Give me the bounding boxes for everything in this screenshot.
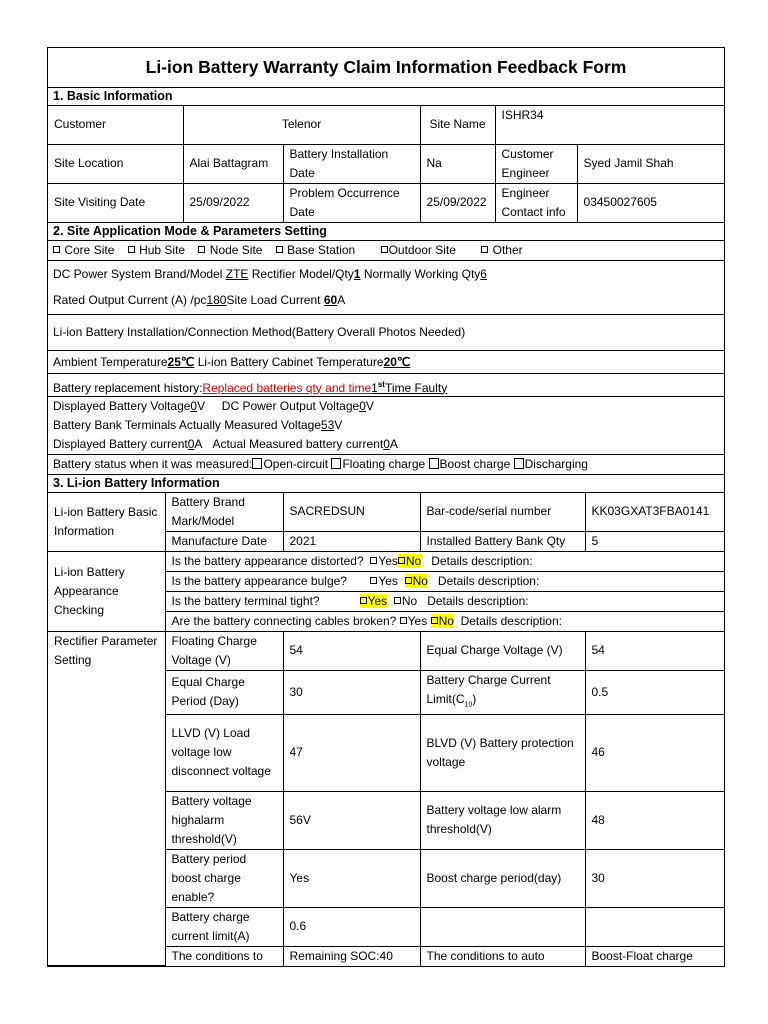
checkbox-icon bbox=[198, 246, 205, 253]
site-type-other[interactable]: Other bbox=[481, 243, 522, 257]
checkbox-icon bbox=[276, 246, 283, 253]
charge-current-limit-value: 0.5 bbox=[585, 670, 724, 714]
check-bulge: Is the battery appearance bulge? Yes No Details description: bbox=[165, 571, 724, 591]
current-limit-value: 0.6 bbox=[283, 907, 420, 946]
bank-qty-label: Installed Battery Bank Qty bbox=[420, 531, 585, 551]
temperature-line: Ambient Temperature25℃ Li-ion Battery Cabinet Temperature20℃ bbox=[48, 351, 724, 374]
displayed-voltage-value: 0 bbox=[190, 398, 198, 413]
basic-information-table bbox=[48, 106, 724, 222]
checkbox-icon bbox=[360, 597, 367, 604]
site-location-value: Alai Battagram bbox=[183, 144, 283, 183]
check-terminal-no[interactable]: No bbox=[394, 594, 417, 608]
engineer-contact-label: Engineer Contact info bbox=[495, 183, 577, 222]
conditions-auto-label: The conditions to auto bbox=[420, 946, 585, 966]
boost-enable-value: Yes bbox=[283, 849, 420, 907]
dc-output-voltage-value: 0 bbox=[359, 398, 366, 413]
checkbox-icon bbox=[398, 557, 405, 564]
site-type-hub[interactable]: Hub Site bbox=[128, 243, 185, 257]
llvd-label: LLVD (V) Load voltage low disconnect voltage bbox=[165, 714, 283, 791]
checkbox-icon bbox=[514, 458, 524, 469]
status-floating-charge[interactable]: Floating charge bbox=[331, 457, 425, 471]
brand-model-label: Battery Brand Mark/Model bbox=[165, 493, 283, 532]
equal-period-value: 30 bbox=[283, 670, 420, 714]
problem-occurrence-date-value: 25/09/2022 bbox=[420, 183, 495, 222]
site-type-node[interactable]: Node Site bbox=[198, 243, 262, 257]
checkbox-icon bbox=[370, 577, 377, 584]
site-type-base-station[interactable]: Base Station bbox=[276, 243, 355, 257]
current-limit-label: Battery charge current limit(A) bbox=[165, 907, 283, 946]
status-discharging[interactable]: Discharging bbox=[514, 457, 588, 471]
low-alarm-value: 48 bbox=[585, 791, 724, 849]
dc-power-line: DC Power System Brand/Model ZTE Rectifier Model/Qty1 Normally Working Qty6 bbox=[53, 266, 487, 281]
customer-engineer-label: Customer Engineer bbox=[495, 144, 577, 183]
check-terminal-tight: Is the battery terminal tight? Yes No Details description: bbox=[165, 591, 724, 611]
liion-information-table bbox=[48, 493, 724, 967]
checkbox-icon bbox=[370, 557, 377, 564]
blvd-label: BLVD (V) Battery protection voltage bbox=[420, 714, 585, 791]
checkbox-icon bbox=[128, 246, 135, 253]
llvd-value: 47 bbox=[283, 714, 420, 791]
manufacture-date-value: 2021 bbox=[283, 531, 420, 551]
basic-info-group-label: Li-ion Battery Basic Information bbox=[48, 493, 165, 552]
checkbox-icon bbox=[331, 458, 341, 469]
section-liion-information: 3. Li-ion Battery Information bbox=[48, 475, 724, 493]
dc-power-system-block bbox=[48, 261, 724, 315]
customer-value: Telenor bbox=[183, 106, 420, 144]
empty-cell bbox=[585, 907, 724, 946]
check-terminal-yes[interactable]: Yes bbox=[360, 594, 388, 608]
section-basic-information: 1. Basic Information bbox=[48, 88, 724, 106]
battery-status-line: Battery status when it was measured: Open-circuit Floating charge Boost charge Discharging bbox=[48, 455, 724, 475]
checkbox-icon bbox=[394, 597, 401, 604]
site-visiting-date-label: Site Visiting Date bbox=[48, 183, 183, 222]
status-open-circuit[interactable]: Open-circuit bbox=[252, 457, 328, 471]
high-alarm-value: 56V bbox=[283, 791, 420, 849]
check-cables-yes[interactable]: Yes bbox=[400, 614, 428, 628]
checkbox-icon bbox=[481, 246, 488, 253]
customer-label: Customer bbox=[48, 106, 183, 144]
rectifier-qty-value: 1 bbox=[353, 266, 361, 281]
check-cables-broken: Are the battery connecting cables broken? Yes No Details description: bbox=[165, 611, 724, 631]
replacement-history-line: Battery replacement history:Replaced batteries qty and time1stTime Faulty bbox=[48, 374, 724, 397]
displayed-current-value: 0 bbox=[187, 436, 195, 451]
site-name-value: ISHR34 bbox=[495, 106, 724, 144]
brand-model-value: SACREDSUN bbox=[283, 493, 420, 532]
checkbox-icon bbox=[429, 458, 439, 469]
rated-current-line: Rated Output Current (A) /pc180Site Load Current 60A bbox=[53, 292, 346, 307]
high-alarm-label: Battery voltage highalarm threshold(V) bbox=[165, 791, 283, 849]
checkbox-icon bbox=[381, 246, 388, 253]
checkbox-icon bbox=[400, 617, 407, 624]
floating-voltage-label: Floating Charge Voltage (V) bbox=[165, 631, 283, 670]
site-location-label: Site Location bbox=[48, 144, 183, 183]
floating-voltage-value: 54 bbox=[283, 631, 420, 670]
check-distorted-no[interactable]: No bbox=[398, 554, 421, 568]
rectifier-group-label: Rectifier Parameter Setting bbox=[48, 631, 165, 966]
dc-brand-value: ZTE bbox=[225, 266, 249, 281]
replacement-history-prompt: Replaced batteries qty and time bbox=[202, 380, 372, 395]
check-distorted-yes[interactable]: Yes bbox=[370, 554, 398, 568]
check-cables-no[interactable]: No bbox=[431, 614, 454, 628]
boost-period-label: Boost charge period(day) bbox=[420, 849, 585, 907]
conditions-value: Remaining SOC:40 bbox=[283, 946, 420, 966]
barcode-label: Bar-code/serial number bbox=[420, 493, 585, 532]
section-site-application: 2. Site Application Mode & Parameters Setting bbox=[48, 222, 724, 241]
rated-current-value: 180 bbox=[206, 292, 227, 307]
battery-installation-date-label: Battery Installation Date bbox=[283, 144, 420, 183]
conditions-label: The conditions to bbox=[165, 946, 283, 966]
barcode-value: KK03GXAT3FBA0141 bbox=[585, 493, 724, 532]
status-boost-charge[interactable]: Boost charge bbox=[429, 457, 511, 471]
site-type-outdoor[interactable]: Outdoor Site bbox=[381, 243, 456, 257]
equal-voltage-value: 54 bbox=[585, 631, 724, 670]
checkbox-icon bbox=[252, 458, 262, 469]
check-distorted: Is the battery appearance distorted? Yes No Details description: bbox=[165, 551, 724, 571]
site-type-core[interactable]: Core Site bbox=[53, 243, 114, 257]
blvd-value: 46 bbox=[585, 714, 724, 791]
equal-voltage-label: Equal Charge Voltage (V) bbox=[420, 631, 585, 670]
warranty-claim-form bbox=[47, 47, 725, 967]
manufacture-date-label: Manufacture Date bbox=[165, 531, 283, 551]
replacement-count-value: 1stTime Faulty bbox=[371, 379, 448, 395]
site-type-options bbox=[48, 241, 724, 261]
conditions-auto-value: Boost-Float charge bbox=[585, 946, 724, 966]
checkbox-icon bbox=[431, 617, 438, 624]
boost-enable-label: Battery period boost charge enable? bbox=[165, 849, 283, 907]
check-bulge-yes[interactable]: Yes bbox=[370, 574, 398, 588]
installation-method: Li-ion Battery Installation/Connection Method(Battery Overall Photos Needed) bbox=[48, 315, 724, 351]
checkbox-icon bbox=[405, 577, 412, 584]
site-visiting-date-value: 25/09/2022 bbox=[183, 183, 283, 222]
boost-period-value: 30 bbox=[585, 849, 724, 907]
site-name-label: Site Name bbox=[420, 106, 495, 144]
form-title: Li-ion Battery Warranty Claim Information Feedback Form bbox=[48, 48, 724, 88]
site-load-current-value: 60 bbox=[323, 292, 338, 307]
charge-current-limit-label: Battery Charge Current $Limit(C_{10})$ bbox=[420, 670, 585, 714]
empty-cell bbox=[420, 907, 585, 946]
appearance-group-label: Li-ion Battery Appearance Checking bbox=[48, 551, 165, 631]
voltage-block: Displayed Battery Voltage0V DC Power Output Voltage0V Battery Bank Terminals Actually Measured Voltage53V Displayed Battery current0A Actual Measured battery current0A bbox=[48, 397, 724, 455]
engineer-contact-value: 03450027605 bbox=[577, 183, 724, 222]
customer-engineer-value: Syed Jamil Shah bbox=[577, 144, 724, 183]
low-alarm-label: Battery voltage low alarm threshold(V) bbox=[420, 791, 585, 849]
check-bulge-no[interactable]: No bbox=[405, 574, 428, 588]
normal-working-qty-value: 6 bbox=[480, 266, 487, 281]
bank-qty-value: 5 bbox=[585, 531, 724, 551]
bank-measured-voltage-value: 53 bbox=[320, 417, 335, 432]
equal-period-label: Equal Charge Period (Day) bbox=[165, 670, 283, 714]
ambient-temperature-value: 25℃ bbox=[167, 354, 195, 369]
cabinet-temperature-value: 20℃ bbox=[383, 354, 411, 369]
actual-current-value: 0 bbox=[383, 436, 390, 451]
checkbox-icon bbox=[53, 246, 60, 253]
battery-installation-date-value: Na bbox=[420, 144, 495, 183]
problem-occurrence-date-label: Problem Occurrence Date bbox=[283, 183, 420, 222]
